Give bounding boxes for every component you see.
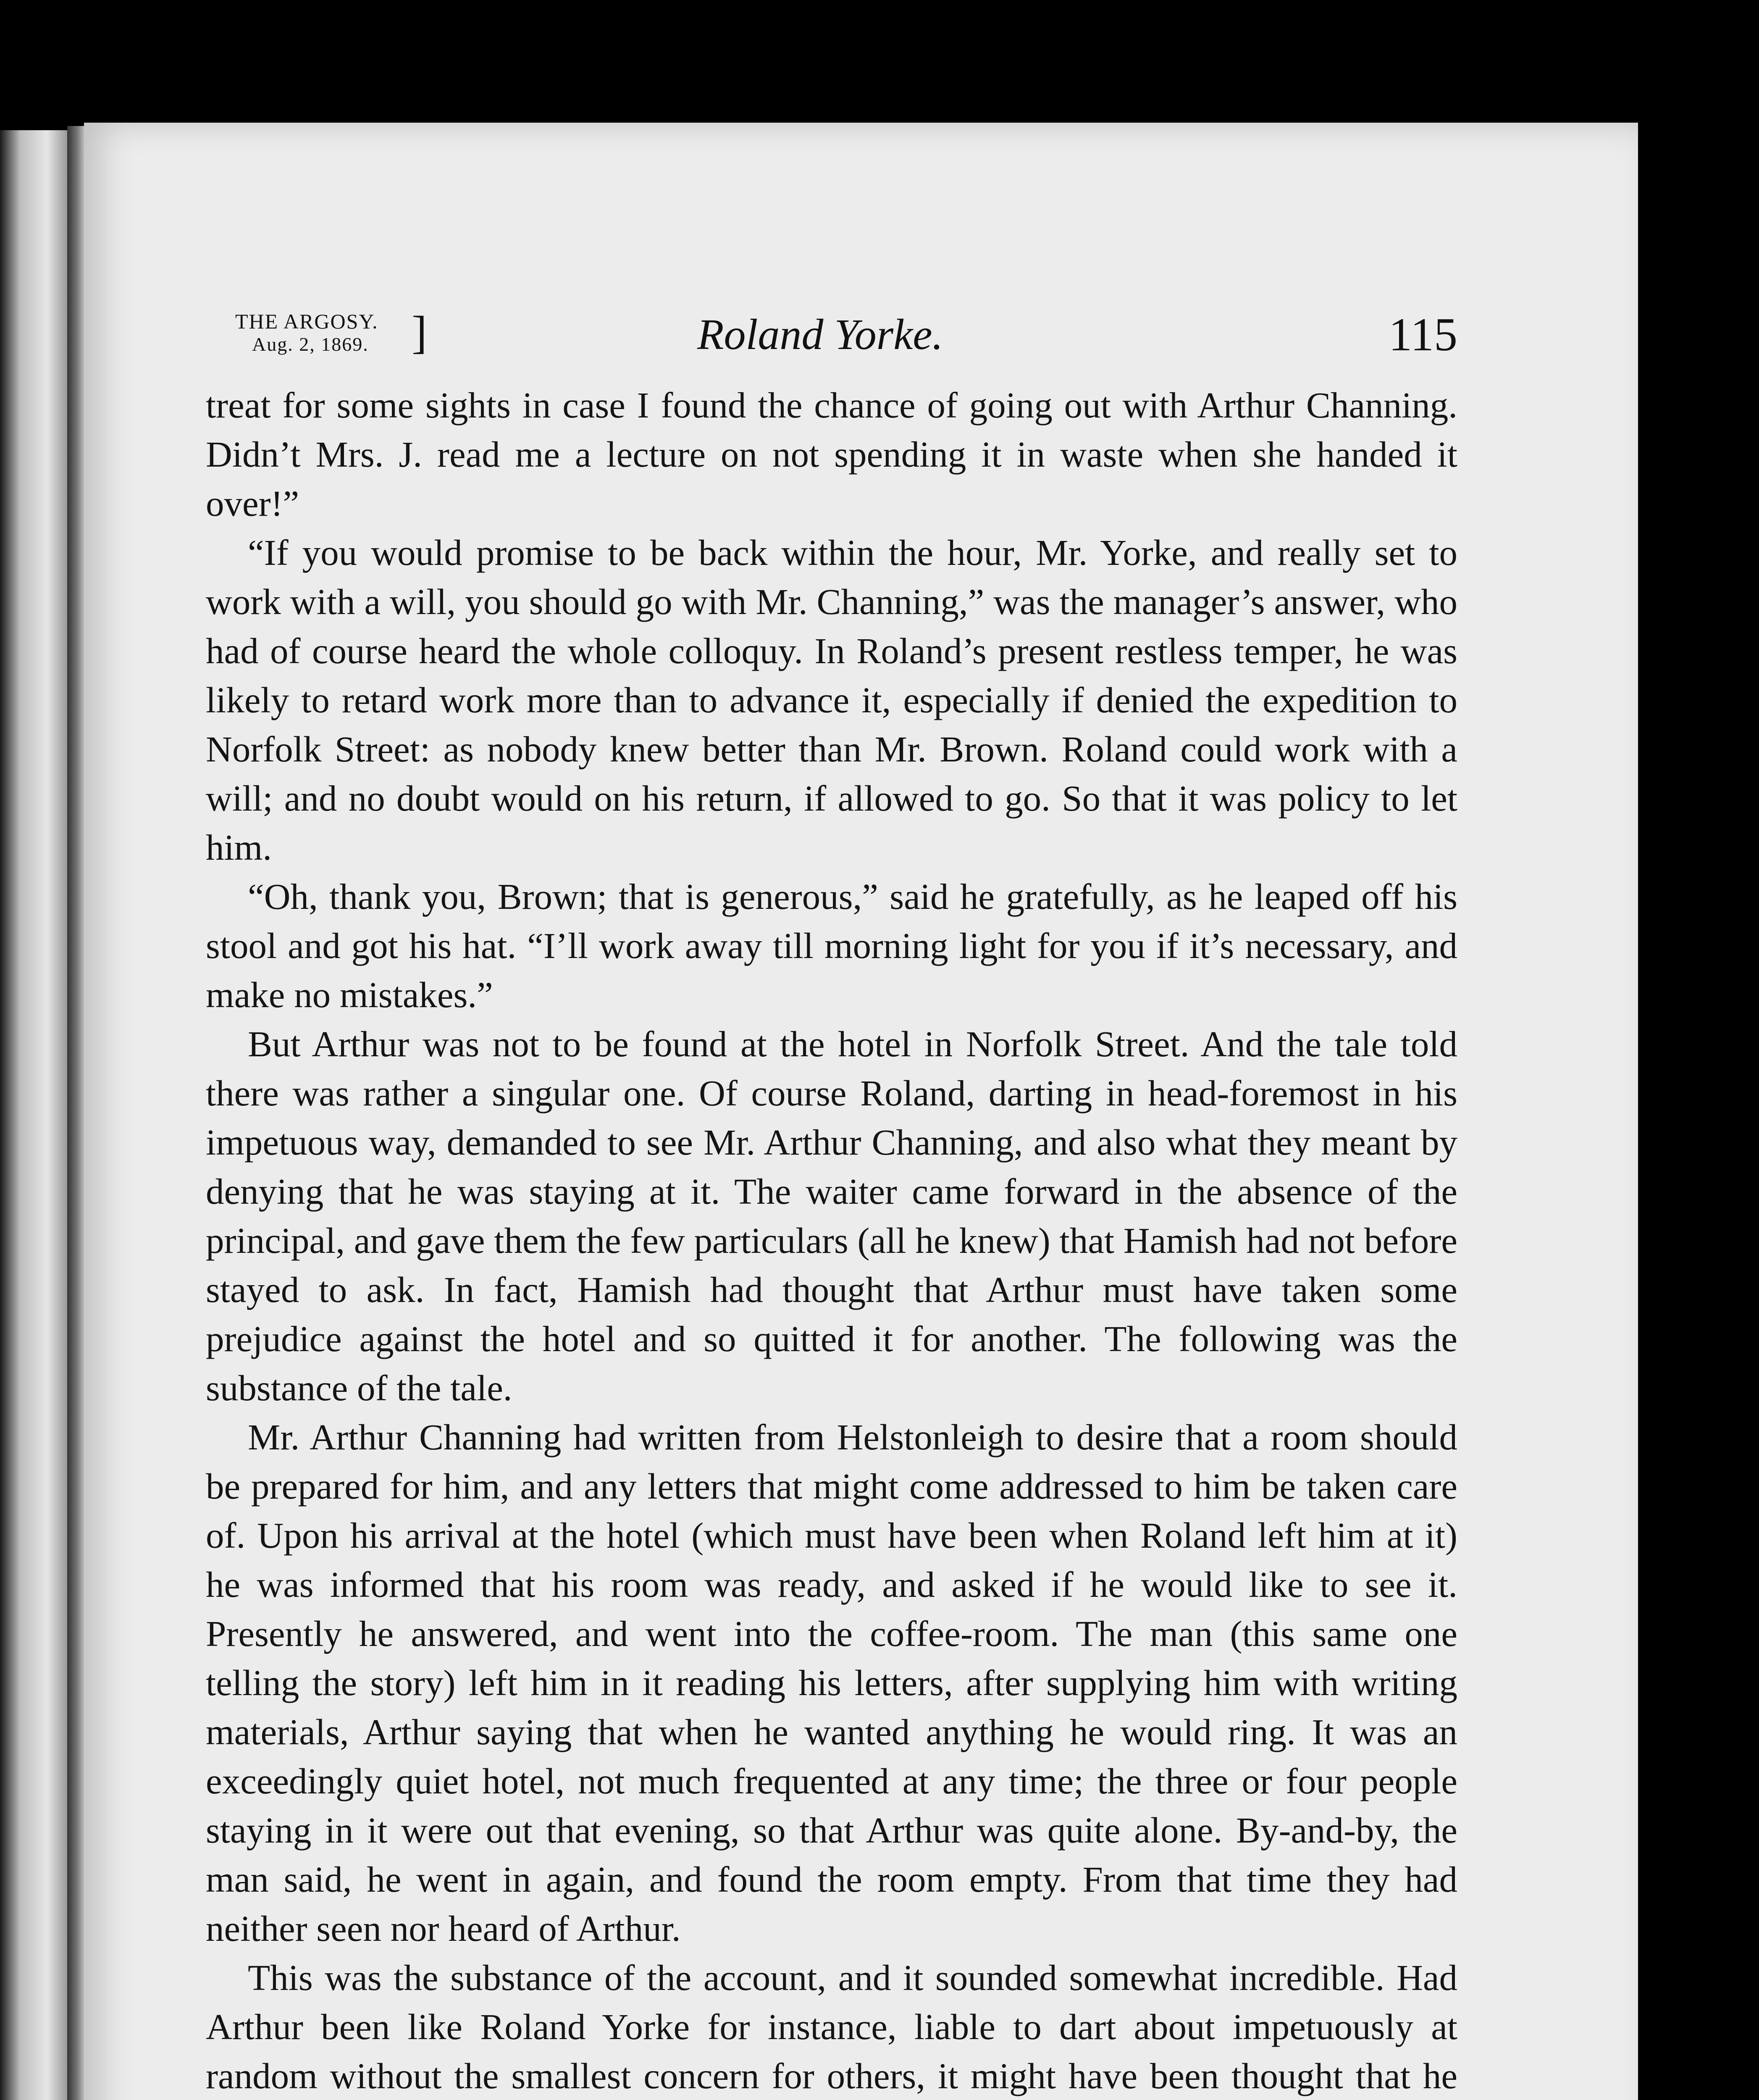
- page-header: [235, 307, 1457, 366]
- book-spine: [67, 126, 84, 2100]
- paragraph: Mr. Arthur Channing had written from Helstonleigh to desire that a room should be prepared for him, and any letters that might come addressed to him be taken care of. Upon his arrival at the hotel (which must have been when Roland left him at it) he was informed that his room was ready, and asked if he would like to see it. Presently he answered, and went into the coffee-room. The man (this same one telling the story) left him in it reading his letters, after supplying him with writing materials, Arthur saying that when he wanted anything he would ring. It was an exceedingly quiet hotel, not much frequented at any time; the three or four people staying in it were out that evening, so that Arthur was quite alone. By-and-by, the man said, he went in again, and found the room empty. From that time they had neither seen nor heard of Arthur.: [206, 1417, 1457, 1949]
- magazine-name: THE ARGOSY.: [235, 310, 378, 333]
- paragraph: treat for some sights in case I found the chance of going out with Arthur Channing. Didn’t Mrs. J. read me a lecture on not spending it in waste when she handed it over!”: [206, 385, 1457, 524]
- paragraph: But Arthur was not to be found at the hotel in Norfolk Street. And the tale told there was rather a singular one. Of course Roland, darting in head-foremost in his impetuous way, demanded to see Mr. Arthur Channing, and also what they meant by denying that he was staying at it. The waiter came forward in the absence of the principal, and gave them the few particulars (all he knew) that Hamish had not before stayed to ask. In fact, Hamish had thought that Arthur must have taken some prejudice against the hotel and so quitted it for another. The following was the substance of the tale.: [206, 1024, 1457, 1408]
- paragraph: This was the substance of the account, and it sounded somewhat incredible. Had Arthur been like Roland Yorke for instance, liable to dart about impetuously at random without the smallest concern for others, it might have been thought that he: [206, 1957, 1457, 2096]
- magazine-citation: [235, 309, 378, 355]
- page-number: 115: [1389, 309, 1457, 361]
- citation-bracket: ]: [412, 307, 427, 358]
- issue-date: Aug. 2, 1869.: [252, 333, 369, 355]
- facing-page-edge: [0, 130, 67, 2100]
- paragraph: “If you would promise to be back within the hour, Mr. Yorke, and really set to work with a will, you should go with Mr. Channing,” was the manager’s answer, who had of course heard the whole colloquy. In Roland’s present restless temper, he was likely to retard work more than to advance it, especially if denied the expedition to Norfolk Street: as nobody knew better than Mr. Brown. Roland could work with a will; and no doubt would on his return, if allowed to go. So that it was policy to let him.: [206, 532, 1457, 868]
- running-title: Roland Yorke.: [697, 310, 943, 359]
- paragraph: “Oh, thank you, Brown; that is generous,” said he gratefully, as he leaped off his stool and got his hat. “I’ll work away till morning light for you if it’s necessary, and make no mistakes.”: [206, 876, 1457, 1015]
- body-text: [206, 381, 1457, 2100]
